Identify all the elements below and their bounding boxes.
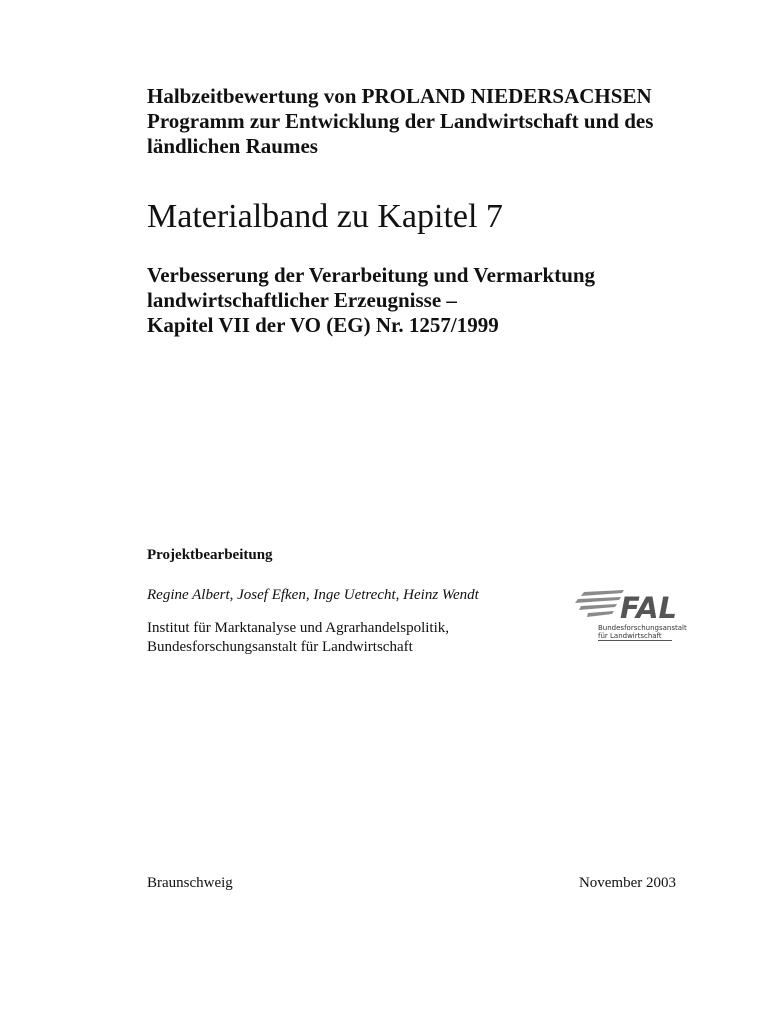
institute-line-2: Bundesforschungsanstalt für Landwirtschaft [147,639,413,655]
fal-logo-sub-line-1: Bundesforschungsanstalt [598,624,687,632]
document-subtitle [147,263,747,338]
publication-date: November 2003 [578,875,676,891]
institute-affiliation [147,619,449,657]
fal-logo-mark [572,588,688,624]
subtitle-line-2: landwirtschaftlicher Erzeugnisse – [147,288,457,312]
publication-place: Braunschweig [147,875,233,891]
subtitle-line-3: Kapitel VII der VO (EG) Nr. 1257/1999 [147,313,499,337]
fal-logo-sub-line-2: für Landwirtschaft [598,632,672,641]
fal-logo-subtitle [572,624,688,641]
heading-line-1: Halbzeitbewertung von PROLAND NIEDERSACHSEN [147,84,652,108]
authors-list: Regine Albert, Josef Efken, Inge Uetrecht, Heinz Wendt [147,587,479,603]
fal-logo-text: FAL [620,591,677,624]
report-series-heading [147,84,747,159]
document-title: Materialband zu Kapitel 7 [147,198,503,235]
subtitle-line-1: Verbesserung der Verarbeitung und Vermarktung [147,263,596,287]
project-label: Projektbearbeitung [147,547,273,563]
institute-line-1: Institut für Marktanalyse und Agrarhandelspolitik, [147,620,450,636]
heading-line-3: ländlichen Raumes [147,134,318,158]
fal-logo [572,588,688,644]
heading-line-2: Programm zur Entwicklung der Landwirtschaft und des [147,109,654,133]
